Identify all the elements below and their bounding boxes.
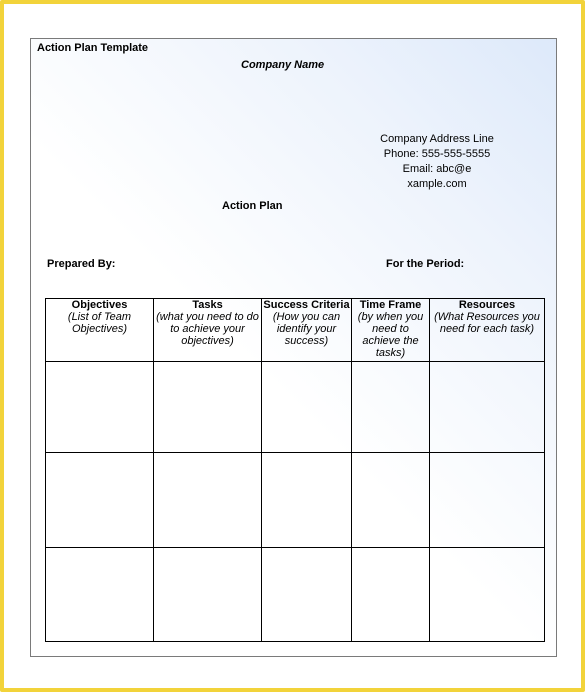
column-title: Success Criteria — [263, 299, 350, 311]
table-cell[interactable] — [430, 453, 545, 548]
table-cell[interactable] — [154, 453, 262, 548]
company-contact-block — [367, 132, 507, 192]
table-cell[interactable] — [154, 362, 262, 453]
table-cell[interactable] — [262, 362, 352, 453]
table-cell[interactable] — [46, 548, 154, 642]
company-address-line: Company Address Line — [380, 133, 494, 145]
column-title: Objectives — [71, 299, 128, 311]
column-description: (How you can identify your success) — [272, 311, 341, 347]
table-cell[interactable] — [262, 548, 352, 642]
table-row — [46, 453, 545, 548]
table-row — [46, 362, 545, 453]
column-description: (What Resources you need for each task) — [434, 311, 540, 335]
table-header-row — [46, 299, 545, 362]
table-cell[interactable] — [430, 548, 545, 642]
action-plan-heading: Action Plan — [222, 200, 283, 212]
column-header-objectives — [46, 299, 154, 362]
table-cell[interactable] — [352, 548, 430, 642]
column-header-time-frame — [352, 299, 430, 362]
table-cell[interactable] — [352, 453, 430, 548]
table-cell[interactable] — [430, 362, 545, 453]
company-email-line2: xample.com — [407, 178, 467, 190]
table-cell[interactable] — [352, 362, 430, 453]
column-title: Resources — [458, 299, 516, 311]
company-phone: Phone: 555-555-5555 — [383, 148, 491, 160]
document-title: Action Plan Template — [37, 42, 149, 54]
table-cell[interactable] — [46, 362, 154, 453]
table-cell[interactable] — [262, 453, 352, 548]
table-cell[interactable] — [46, 453, 154, 548]
company-name: Company Name — [241, 59, 325, 71]
period-label: For the Period: — [386, 258, 465, 270]
column-description: (List of Team Objectives) — [67, 311, 132, 335]
company-email-line1: Email: abc@e — [402, 163, 472, 175]
action-plan-table — [45, 298, 545, 642]
column-title: Time Frame — [359, 299, 422, 311]
table-row — [46, 548, 545, 642]
column-description: (by when you need to achieve the tasks) — [357, 311, 424, 359]
table-cell[interactable] — [154, 548, 262, 642]
document-page — [30, 38, 557, 657]
column-description: (what you need to do to achieve your objectives) — [156, 311, 259, 347]
column-header-tasks — [154, 299, 262, 362]
column-header-success-criteria — [262, 299, 352, 362]
column-title: Tasks — [192, 299, 223, 311]
prepared-by-label: Prepared By: — [47, 258, 116, 270]
column-header-resources — [430, 299, 545, 362]
